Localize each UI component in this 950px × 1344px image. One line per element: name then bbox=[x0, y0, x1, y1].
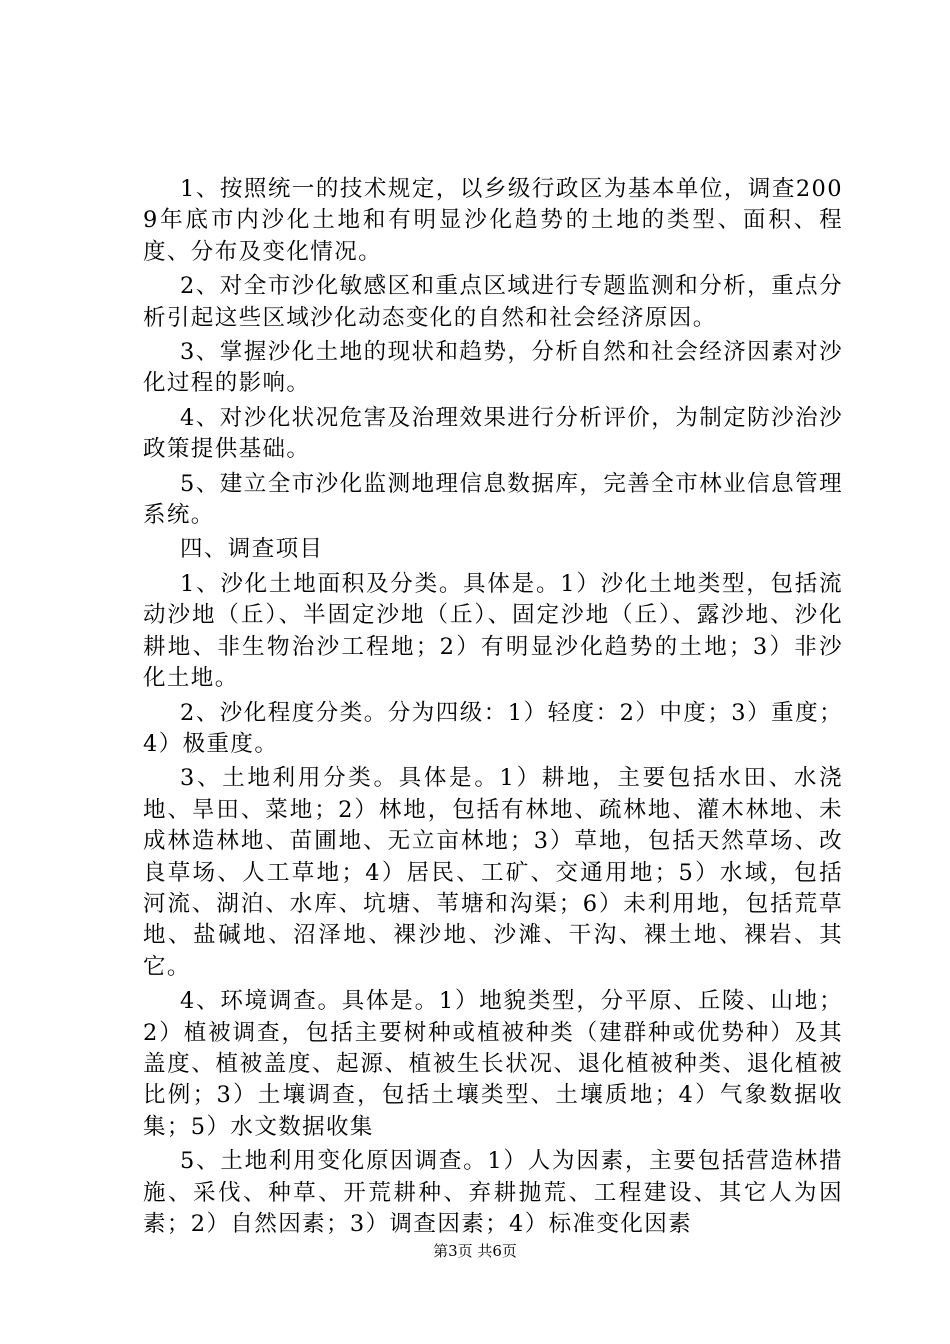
page-number: 第3页 共6页 bbox=[433, 1242, 517, 1260]
paragraph-5: 5、建立全市沙化监测地理信息数据库，完善全市林业信息管理系统。 bbox=[143, 470, 843, 529]
section-heading: 四、调查项目 bbox=[180, 536, 324, 563]
paragraph-9: 3、土地利用分类。具体是。1）耕地，主要包括水田、水浇地、旱田、菜地；2）林地，包括有林地、疏林地、灌木林地、未成林造林地、苗圃地、无立亩林地；3）草地，包括天然草场、改良草场、人工草地；4）居民、工矿、交通用地；5）水域，包括河流、湖泊、水库、坑塘、苇塘和沟渠；6）未利用地，包括荒草地、盐碱地、沼泽地、裸沙地、沙滩、干沟、裸土地、裸岩、其它。 bbox=[143, 765, 843, 980]
paragraph-2: 2、对全市沙化敏感区和重点区域进行专题监测和分析，重点分析引起这些区域沙化动态变化的自然和社会经济原因。 bbox=[143, 273, 843, 331]
paragraph-10: 4、环境调查。具体是。1）地貌类型，分平原、丘陵、山地；2）植被调查，包括主要树种或植被种类（建群种或优势种）及其盖度、植被盖度、起源、植被生长状况、退化植被种类、退化植被比例；3）土壤调查，包括土壤类型、土壤质地；4）气象数据收集；5）水文数据收集 bbox=[143, 988, 843, 1140]
paragraph-3: 3、掌握沙化土地的现状和趋势，分析自然和社会经济因素对沙化过程的影响。 bbox=[143, 339, 843, 397]
paragraph-4: 4、对沙化状况危害及治理效果进行分析评价，为制定防沙治沙政策提供基础。 bbox=[143, 404, 843, 463]
paragraph-8: 2、沙化程度分类。分为四级：1）轻度：2）中度；3）重度；4）极重度。 bbox=[143, 699, 843, 757]
paragraph-7: 1、沙化土地面积及分类。具体是。1）沙化土地类型，包括流动沙地（丘）、半固定沙地（丘）、固定沙地（丘）、露沙地、沙化耕地、非生物治沙工程地；2）有明显沙化趋势的土地；3）非沙化土地。 bbox=[143, 570, 843, 692]
paragraph-11: 5、土地利用变化原因调查。1）人为因素，主要包括营造林措施、采伐、种草、开荒耕种、弃耕抛荒、工程建设、其它人为因素；2）自然因素；3）调查因素；4）标准变化因素 bbox=[143, 1148, 843, 1237]
document-body bbox=[143, 174, 843, 1243]
paragraph-1: 1、按照统一的技术规定，以乡级行政区为基本单位，调查2009年底市内沙化土地和有明显沙化趋势的土地的类型、面积、程度、分布及变化情况。 bbox=[143, 176, 843, 265]
